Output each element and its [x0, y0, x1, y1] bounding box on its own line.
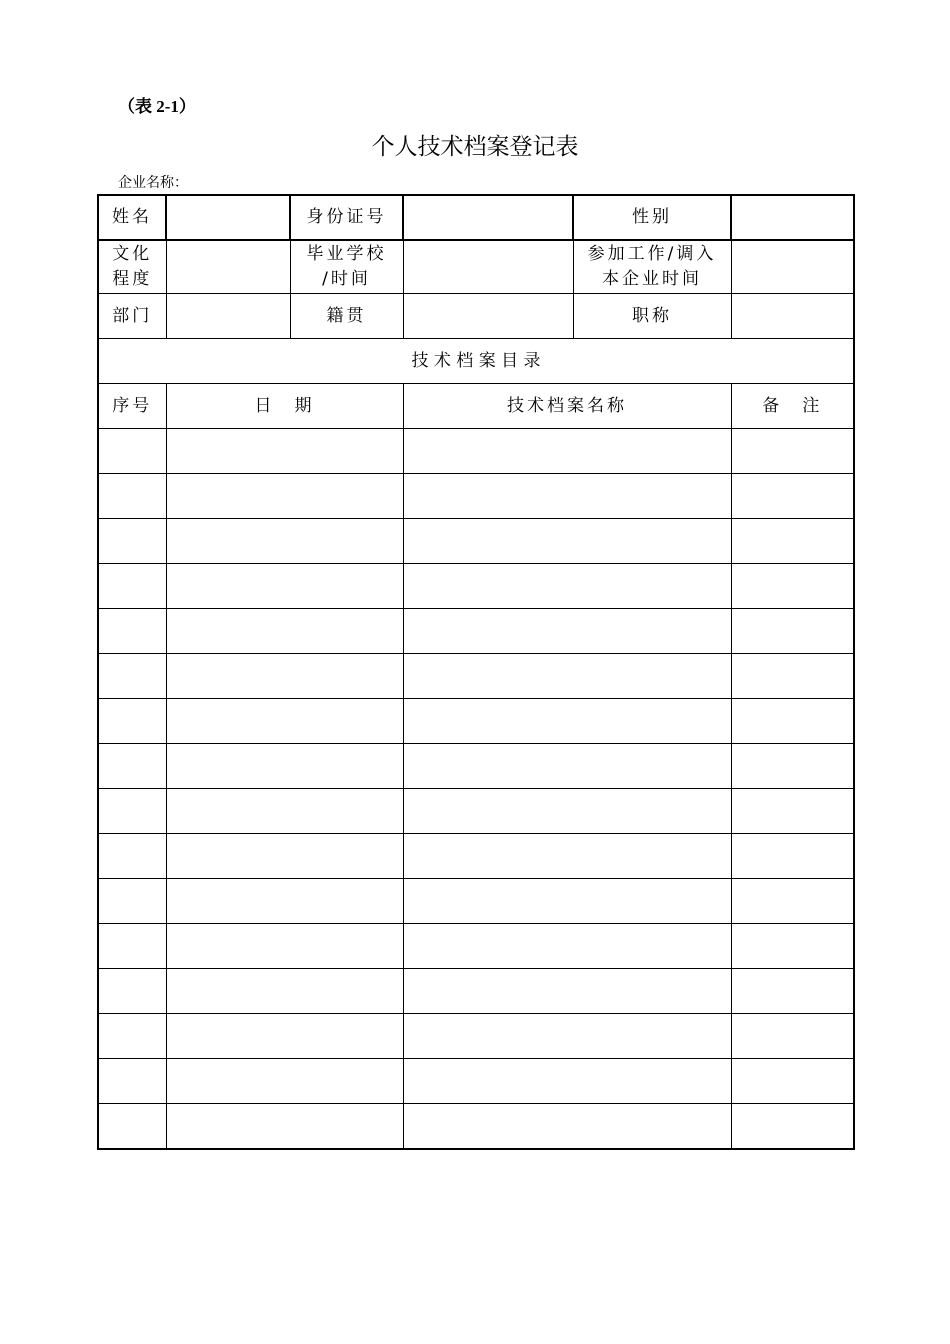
catalog-row: [98, 1059, 854, 1104]
note-cell[interactable]: [731, 1104, 854, 1150]
date-cell[interactable]: [166, 789, 403, 834]
education-label-line2: 程度: [112, 269, 153, 289]
education-label: [98, 240, 166, 294]
table-number: （表 2-1）: [118, 97, 196, 116]
archive-name-cell[interactable]: [403, 879, 731, 924]
date-cell[interactable]: [166, 609, 403, 654]
seq-cell[interactable]: [98, 654, 166, 699]
date-cell[interactable]: [166, 969, 403, 1014]
archive-name-cell[interactable]: [403, 969, 731, 1014]
archive-name-cell[interactable]: [403, 429, 731, 474]
catalog-row: [98, 519, 854, 564]
catalog-row: [98, 609, 854, 654]
note-cell[interactable]: [731, 879, 854, 924]
col-header-seq: 序号: [98, 384, 166, 429]
col-header-note: 备 注: [731, 384, 854, 429]
native-place-field[interactable]: [403, 294, 573, 339]
note-cell[interactable]: [731, 744, 854, 789]
date-cell[interactable]: [166, 1104, 403, 1150]
registration-form-table: [97, 194, 855, 1150]
seq-cell[interactable]: [98, 699, 166, 744]
company-name-label: 企业名称：: [118, 175, 188, 191]
join-date-label-line2: 本企业时间: [602, 269, 702, 289]
department-field[interactable]: [166, 294, 290, 339]
date-cell[interactable]: [166, 564, 403, 609]
catalog-section-title: 技 术 档 案 目 录: [98, 339, 854, 384]
catalog-row: [98, 699, 854, 744]
date-cell[interactable]: [166, 744, 403, 789]
gender-field[interactable]: [731, 195, 854, 240]
seq-cell[interactable]: [98, 924, 166, 969]
catalog-row: [98, 879, 854, 924]
note-cell[interactable]: [731, 654, 854, 699]
seq-cell[interactable]: [98, 609, 166, 654]
join-date-label-line1: 参加工作/调入: [587, 244, 717, 264]
col-header-archive-name: 技术档案名称: [403, 384, 731, 429]
note-cell[interactable]: [731, 519, 854, 564]
archive-name-cell[interactable]: [403, 744, 731, 789]
archive-name-cell[interactable]: [403, 1059, 731, 1104]
date-cell[interactable]: [166, 429, 403, 474]
archive-name-cell[interactable]: [403, 789, 731, 834]
col-header-date: 日 期: [166, 384, 403, 429]
catalog-row: [98, 834, 854, 879]
catalog-row: [98, 564, 854, 609]
id-number-field[interactable]: [403, 195, 573, 240]
note-cell[interactable]: [731, 834, 854, 879]
date-cell[interactable]: [166, 654, 403, 699]
seq-cell[interactable]: [98, 519, 166, 564]
seq-cell[interactable]: [98, 969, 166, 1014]
note-cell[interactable]: [731, 789, 854, 834]
job-title-field[interactable]: [731, 294, 854, 339]
catalog-row: [98, 969, 854, 1014]
note-cell[interactable]: [731, 474, 854, 519]
date-cell[interactable]: [166, 1059, 403, 1104]
note-cell[interactable]: [731, 564, 854, 609]
school-field[interactable]: [403, 240, 573, 294]
date-cell[interactable]: [166, 924, 403, 969]
join-date-field[interactable]: [731, 240, 854, 294]
catalog-row: [98, 924, 854, 969]
gender-label: 性别: [573, 195, 731, 240]
date-cell[interactable]: [166, 474, 403, 519]
catalog-row: [98, 429, 854, 474]
note-cell[interactable]: [731, 969, 854, 1014]
catalog-row: [98, 789, 854, 834]
archive-name-cell[interactable]: [403, 834, 731, 879]
seq-cell[interactable]: [98, 744, 166, 789]
note-cell[interactable]: [731, 609, 854, 654]
archive-name-cell[interactable]: [403, 924, 731, 969]
seq-cell[interactable]: [98, 879, 166, 924]
name-field[interactable]: [166, 195, 290, 240]
education-label-line1: 文化: [112, 244, 153, 264]
catalog-row: [98, 1014, 854, 1059]
archive-name-cell[interactable]: [403, 1014, 731, 1059]
archive-name-cell[interactable]: [403, 1104, 731, 1150]
school-label: [290, 240, 403, 294]
id-number-label: 身份证号: [290, 195, 403, 240]
native-place-label: 籍贯: [290, 294, 403, 339]
archive-name-cell[interactable]: [403, 609, 731, 654]
archive-name-cell[interactable]: [403, 519, 731, 564]
archive-name-cell[interactable]: [403, 564, 731, 609]
date-cell[interactable]: [166, 834, 403, 879]
archive-name-cell[interactable]: [403, 474, 731, 519]
page-title: 个人技术档案登记表: [371, 134, 579, 160]
note-cell[interactable]: [731, 699, 854, 744]
note-cell[interactable]: [731, 924, 854, 969]
date-cell[interactable]: [166, 519, 403, 564]
archive-name-cell[interactable]: [403, 654, 731, 699]
date-cell[interactable]: [166, 879, 403, 924]
seq-cell[interactable]: [98, 834, 166, 879]
job-title-label: 职称: [573, 294, 731, 339]
seq-cell[interactable]: [98, 429, 166, 474]
seq-cell[interactable]: [98, 1014, 166, 1059]
school-label-line1: 毕业学校: [306, 244, 387, 264]
catalog-row: [98, 654, 854, 699]
catalog-row: [98, 1104, 854, 1150]
school-label-line2: /时间: [322, 269, 371, 289]
catalog-row: [98, 744, 854, 789]
education-field[interactable]: [166, 240, 290, 294]
catalog-row: [98, 474, 854, 519]
seq-cell[interactable]: [98, 564, 166, 609]
join-date-label: [573, 240, 731, 294]
note-cell[interactable]: [731, 1059, 854, 1104]
seq-cell[interactable]: [98, 474, 166, 519]
archive-name-cell[interactable]: [403, 699, 731, 744]
seq-cell[interactable]: [98, 789, 166, 834]
date-cell[interactable]: [166, 699, 403, 744]
department-label: 部门: [98, 294, 166, 339]
date-cell[interactable]: [166, 1014, 403, 1059]
note-cell[interactable]: [731, 1014, 854, 1059]
note-cell[interactable]: [731, 429, 854, 474]
seq-cell[interactable]: [98, 1104, 166, 1150]
seq-cell[interactable]: [98, 1059, 166, 1104]
name-label: 姓名: [98, 195, 166, 240]
